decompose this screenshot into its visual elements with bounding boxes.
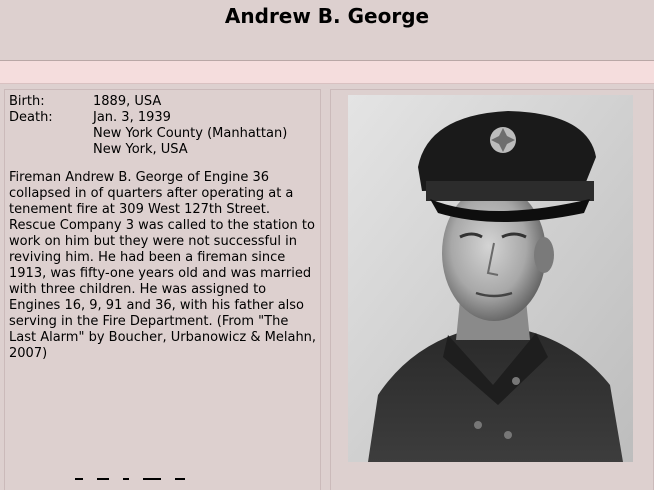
photo-panel <box>330 89 654 490</box>
clipped-text-fragment <box>75 478 275 484</box>
death-state: New York, USA <box>93 142 188 157</box>
portrait-illustration <box>348 95 633 462</box>
death-county-row <box>9 126 287 142</box>
death-row <box>9 110 287 126</box>
birth-label: Birth: <box>9 94 45 109</box>
death-state-row <box>9 142 287 158</box>
vital-facts <box>9 94 287 158</box>
details-panel <box>4 89 321 490</box>
portrait-photo <box>348 95 633 462</box>
page-title: Andrew B. George <box>224 4 430 28</box>
page-header <box>0 0 654 61</box>
death-date: Jan. 3, 1939 <box>93 110 171 125</box>
death-county: New York County (Manhattan) <box>93 126 288 141</box>
birth-row <box>9 94 287 110</box>
header-band <box>0 61 654 84</box>
death-label: Death: <box>9 110 53 125</box>
biography-text: Fireman Andrew B. George of Engine 36 collapsed in of quarters after operating at a tenement fire at 309 West 127th Street. Rescue Company 3 was called to the station to work on him but they were not successful in reviving him. He had been a fireman since 1913, was fifty-one years old and was married with three children. He was assigned to Engines 16, 9, 91 and 36, with his father also serving in the Fire Department. (From "The Last Alarm" by Boucher, Urbanowicz & Melahn, 2007) <box>9 170 317 361</box>
birth-value: 1889, USA <box>93 94 162 109</box>
